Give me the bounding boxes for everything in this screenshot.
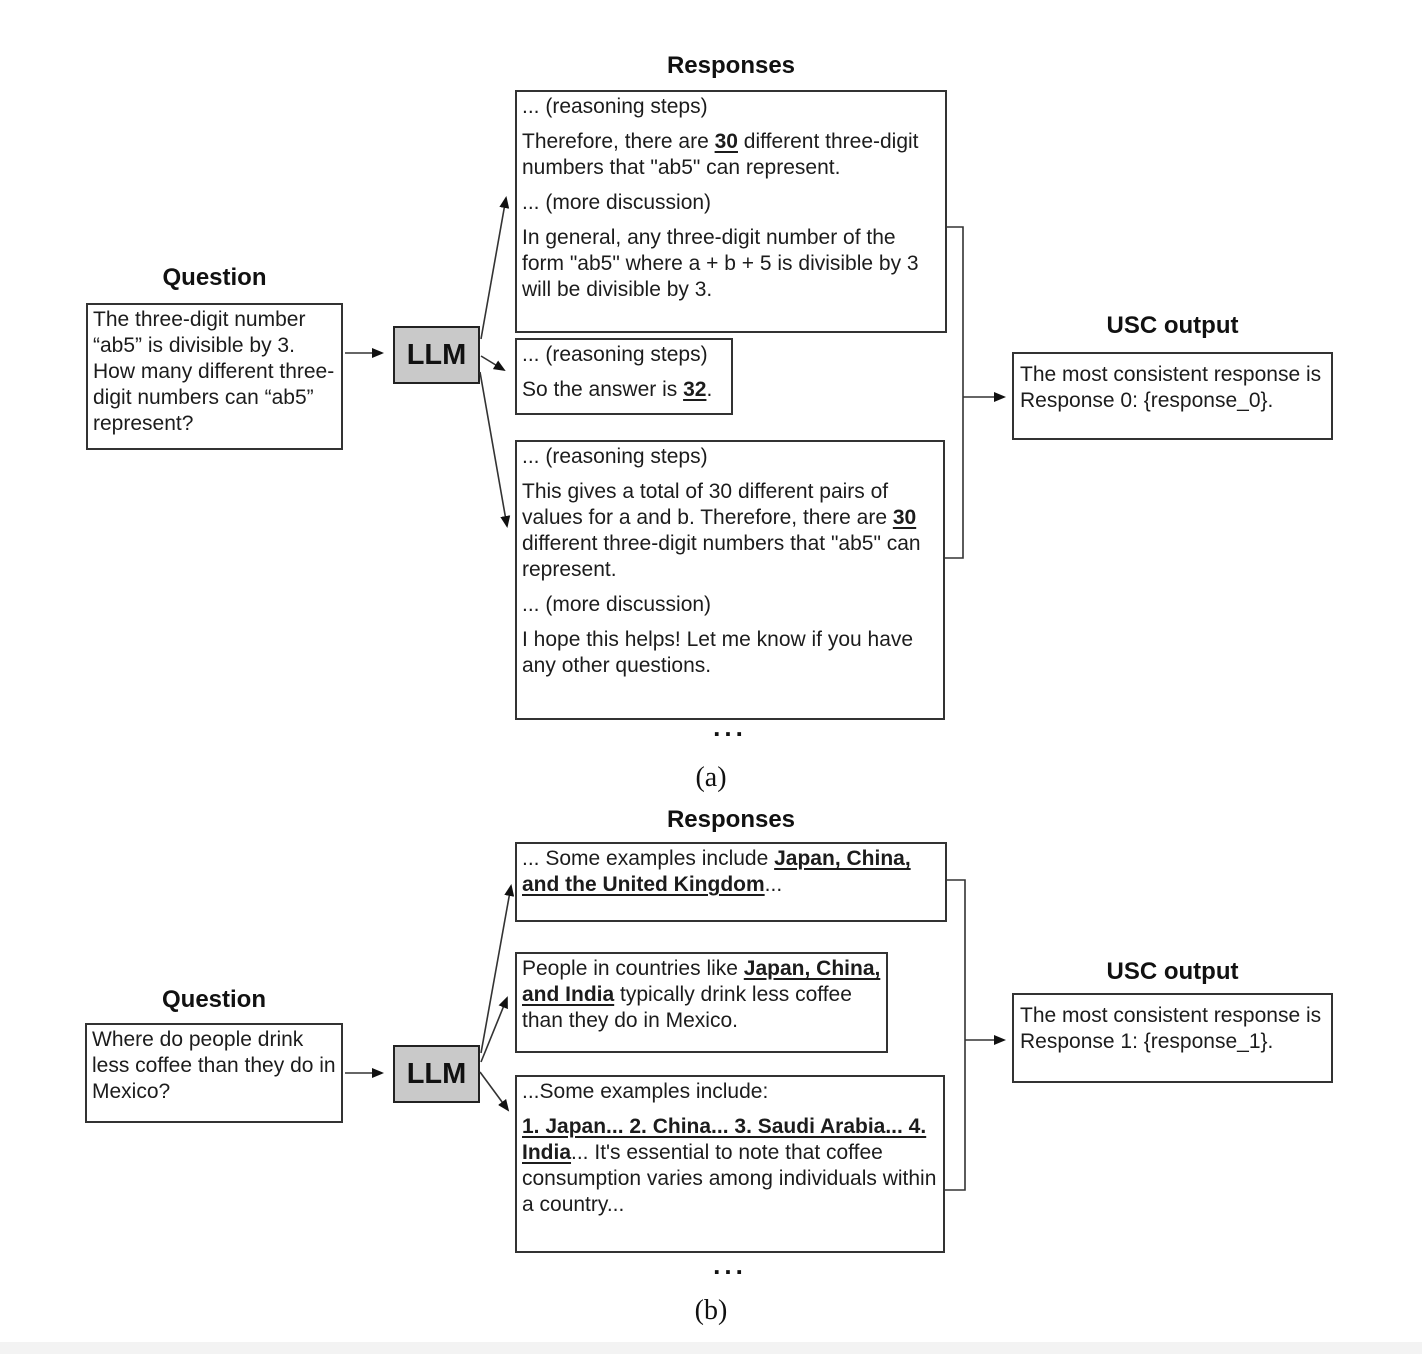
page-bottom-strip [0,1342,1422,1354]
response-box-a-0: ... (reasoning steps) Therefore, there are 30 different three-digit numbers that "ab5" can represent. ... (more discussion) In general, any three-digit number of the form "ab5" where a + b + 5 is divisible by 3 will be divisible by 3. [515,90,947,333]
usc-heading-a: USC output [1106,312,1239,339]
responses-ellipsis-b: ... [713,1250,747,1280]
response-box-b-1: People in countries like Japan, China, and India typically drink less coffee than they do in Mexico. [515,952,888,1053]
arrow-llm-to-response1-b [481,998,507,1062]
question-heading-a: Question [162,264,267,291]
response-box-a-1: ... (reasoning steps) So the answer is 32. [515,338,733,415]
bracket-responses-b [945,880,965,1190]
responses-heading-b: Responses [666,806,796,833]
usc-output-box-a [1012,352,1333,440]
panel-caption-a: (a) [695,762,727,793]
question-text-b: Where do people drink less coffee than they do in Mexico? [92,1028,336,1103]
panel-caption-b: (b) [694,1295,728,1326]
usc-output-text-b: The most consistent response is Response 1: {response_1}. [1020,1004,1322,1053]
response-box-b-0: ... Some examples include Japan, China, and the United Kingdom... [515,842,947,922]
question-text-a: The three-digit number “ab5” is divisible by 3. How many different three-digit numbers can “ab5” represent? [93,308,335,435]
llm-box-b: LLM [393,1045,480,1103]
question-heading-b: Question [161,986,266,1013]
responses-ellipsis-a: ... [713,712,747,742]
bracket-responses-a [945,227,963,558]
response-box-b-2: ...Some examples include: 1. Japan... 2. China... 3. Saudi Arabia... 4. India... It's essential to note that coffee consumption varies among individuals within a country... [515,1075,945,1253]
arrow-llm-to-response0-b [481,886,511,1053]
usc-output-box-b [1012,993,1333,1083]
responses-heading-a: Responses [666,52,796,79]
arrow-llm-to-response2-a [480,372,507,526]
response-box-a-2: ... (reasoning steps) This gives a total of 30 different pairs of values for a and b. Therefore, there are 30 different three-digit numbers that "ab5" can represent. ... (more discussion) I hope this helps! Let me know if you have any other questions. [515,440,945,720]
usc-heading-b: USC output [1106,958,1239,985]
usc-output-text-a: The most consistent response is Response 0: {response_0}. [1020,363,1322,412]
question-box-a [86,303,343,450]
arrow-llm-to-response1-a [481,356,504,370]
arrow-llm-to-response0-a [481,198,506,339]
question-box-b [85,1023,343,1123]
llm-box-a: LLM [393,326,480,384]
arrow-llm-to-response2-b [480,1072,508,1110]
